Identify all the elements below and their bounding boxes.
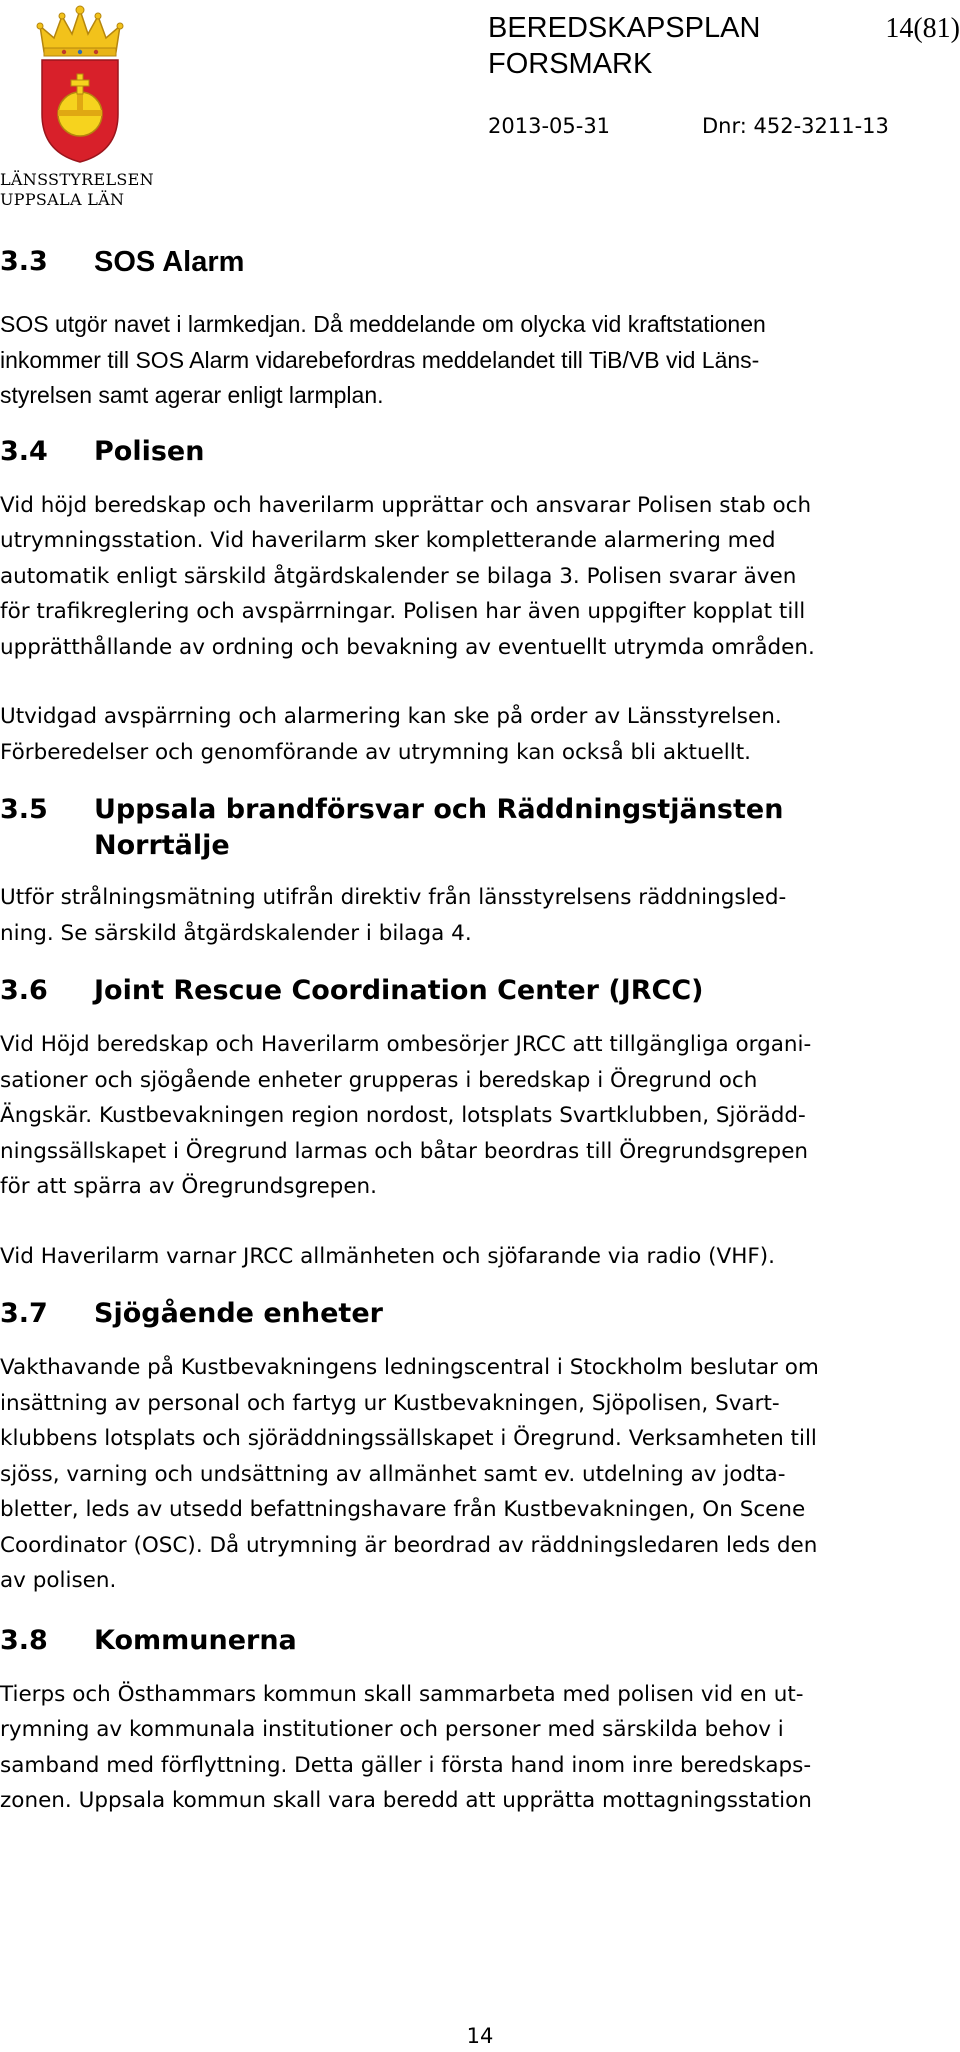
section-title: SOS Alarm (94, 246, 245, 278)
paragraph-line: Tierps och Östhammars kommun skall sammarbeta med polisen vid en ut- (0, 1681, 804, 1707)
paragraph-line: inkommer till SOS Alarm vidarebefordras meddelandet till TiB/VB vid Läns- (0, 346, 760, 373)
paragraph-line: utrymningsstation. Vid haverilarm sker kompletterande alarmering med (0, 528, 776, 553)
paragraph-line: rymning av kommunala institutioner och personer med särskilda behov i (0, 1717, 784, 1742)
paragraph-line: för trafikreglering och avspärrningar. Polisen har även uppgifter kopplat till (0, 599, 806, 624)
document-body (0, 244, 960, 1819)
paragraph-line: Utvidgad avspärrning och alarmering kan ske på order av Länsstyrelsen. (0, 704, 782, 729)
page-number: 14 (466, 2024, 494, 2048)
paragraph-line: automatik enligt särskild åtgärdskalender se bilaga 3. Polisen svarar även (0, 563, 797, 589)
section-heading-3-3 (0, 244, 960, 281)
agency-name-line1: LÄNSSTYRELSEN (0, 170, 154, 189)
paragraph-line: Vid Höjd beredskap och Haverilarm ombesörjer JRCC att tillgängliga organi- (0, 1032, 812, 1057)
section-heading-3-6 (0, 973, 960, 1009)
section-number: 3.7 (0, 1298, 48, 1329)
paragraph-line: ning. Se särskild åtgärdskalender i bilaga 4. (0, 920, 472, 946)
section-title: Joint Rescue Coordination Center (JRCC) (94, 975, 704, 1006)
document-title-line1: BEREDSKAPSPLAN (488, 12, 761, 44)
paragraph-3-6-a (0, 1027, 960, 1205)
section-number: 3.8 (0, 1624, 48, 1656)
paragraph-line: ningssällskapet i Öregrund larmas och båtar beordras till Öregrundsgrepen (0, 1138, 809, 1164)
paragraph-3-3 (0, 307, 960, 414)
paragraph-3-5 (0, 880, 960, 951)
paragraph-line: Ängskär. Kustbevakningen region nordost, lotsplats Svartklubben, Sjörädd- (0, 1103, 806, 1128)
paragraph-line: Utför strålningsmätning utifrån direktiv från länsstyrelsens räddningsled- (0, 885, 787, 910)
coat-of-arms-icon (30, 4, 130, 164)
paragraph-line: Vid Haverilarm varnar JRCC allmänheten och sjöfarande via radio (VHF). (0, 1243, 775, 1269)
paragraph-line: sjöss, varning och undsättning av allmänhet samt ev. utdelning av jodta- (0, 1461, 786, 1487)
agency-name-line2: UPPSALA LÄN (0, 190, 125, 209)
paragraph-3-4-b (0, 699, 960, 770)
paragraph-3-8 (0, 1677, 960, 1819)
paragraph-line: Vakthavande på Kustbevakningens ledningscentral i Stockholm beslutar om (0, 1355, 819, 1380)
paragraph-line: samband med förflyttning. Detta gäller i första hand inom inre beredskaps- (0, 1752, 812, 1778)
paragraph-line: SOS utgör navet i larmkedjan. Då meddelande om olycka vid kraftstationen (0, 311, 766, 337)
paragraph-line: Förberedelser och genomförande av utrymning kan också bli aktuellt. (0, 739, 752, 765)
agency-name (0, 170, 160, 210)
section-heading-3-7 (0, 1296, 960, 1332)
document-title (488, 10, 760, 82)
section-heading-3-5 (0, 792, 960, 864)
paragraph-3-4-a (0, 488, 960, 666)
paragraph-line: insättning av personal och fartyg ur Kustbevakningen, Sjöpolisen, Svart- (0, 1390, 780, 1416)
section-heading-3-8 (0, 1623, 960, 1659)
document-title-line2: FORSMARK (488, 48, 653, 80)
paragraph-line: upprätthållande av ordning och bevakning av eventuellt utrymda områden. (0, 634, 815, 660)
paragraph-line: Vid höjd beredskap och haverilarm upprättar och ansvarar Polisen stab och (0, 492, 812, 518)
section-title: Polisen (94, 435, 205, 467)
paragraph-3-6-b (0, 1239, 960, 1275)
document-date: 2013-05-31 (488, 114, 611, 138)
paragraph-line: zonen. Uppsala kommun skall vara beredd att upprätta mottagningsstation (0, 1788, 812, 1813)
section-number: 3.5 (0, 794, 48, 825)
paragraph-line: för att spärra av Öregrundsgrepen. (0, 1174, 378, 1199)
section-number: 3.6 (0, 975, 48, 1006)
page-reference-text: 14(81) (885, 13, 960, 44)
paragraph-line: av polisen. (0, 1568, 117, 1593)
paragraph-line: sationer och sjögående enheter grupperas i beredskap i Öregrund och (0, 1067, 758, 1093)
section-number: 3.4 (0, 435, 48, 467)
section-title: Kommunerna (94, 1624, 297, 1656)
paragraph-3-7 (0, 1350, 960, 1599)
document-dnr: Dnr: 452-3211-13 (702, 114, 889, 138)
section-title: Sjögående enheter (94, 1298, 383, 1329)
section-title-line1: Uppsala brandförsvar och Räddningstjänsten (94, 794, 784, 825)
section-title-line2: Norrtälje (94, 830, 230, 861)
section-heading-3-4 (0, 434, 960, 470)
section-number: 3.3 (0, 246, 48, 277)
paragraph-line: klubbens lotsplats och sjöräddningssällskapet i Öregrund. Verksamheten till (0, 1426, 817, 1451)
agency-logo (0, 4, 160, 209)
paragraph-line: Coordinator (OSC). Då utrymning är beordrad av räddningsledaren leds den (0, 1532, 818, 1558)
paragraph-line: bletter, leds av utsedd befattningshavare från Kustbevakningen, On Scene (0, 1497, 806, 1522)
paragraph-line: styrelsen samt agerar enligt larmplan. (0, 382, 384, 408)
